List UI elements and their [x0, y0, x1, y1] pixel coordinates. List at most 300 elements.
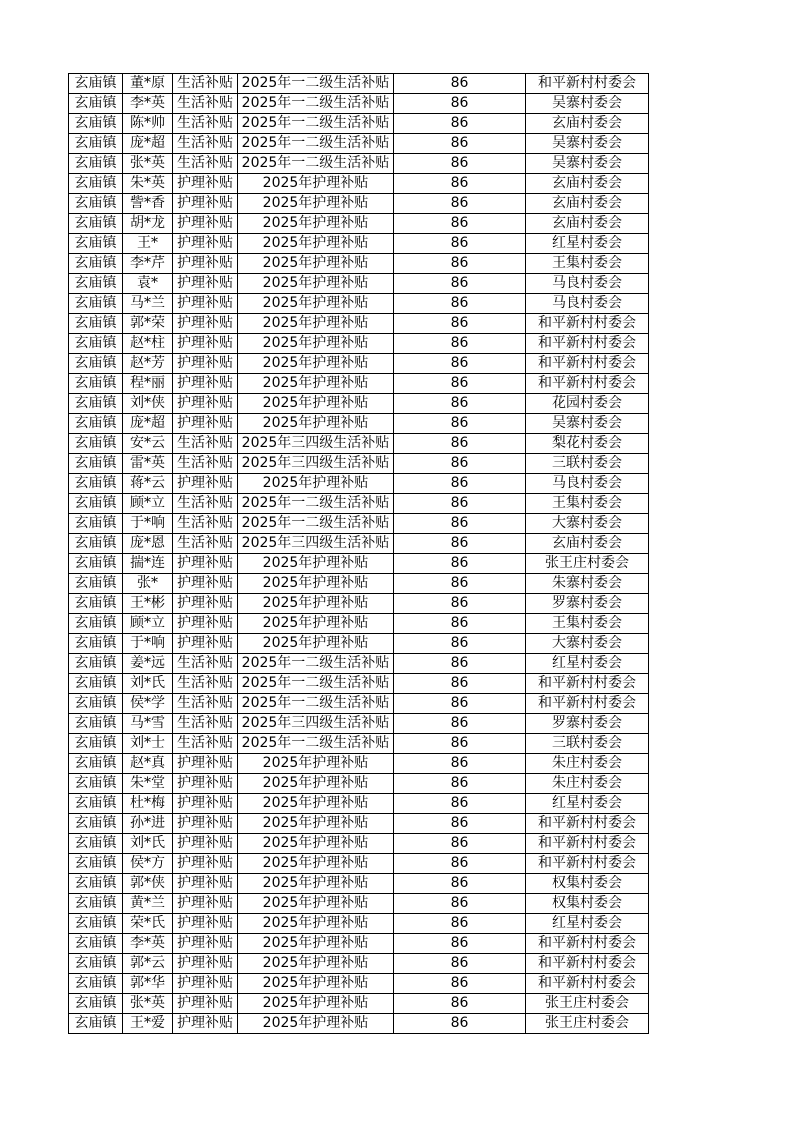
name-cell: 张*英: [123, 154, 173, 174]
subsidy-type-cell: 护理补贴: [173, 254, 238, 274]
table-row: [69, 314, 649, 334]
name-cell: 侯*方: [123, 854, 173, 874]
town-cell: 玄庙镇: [69, 814, 123, 834]
subsidy-item-cell: 2025年护理补贴: [238, 814, 394, 834]
amount-cell: 86: [394, 894, 526, 914]
subsidy-item-cell: 2025年一二级生活补贴: [238, 94, 394, 114]
amount-cell: 86: [394, 94, 526, 114]
name-cell: 于*响: [123, 514, 173, 534]
subsidy-item-cell: 2025年护理补贴: [238, 594, 394, 614]
village-cell: 朱寨村委会: [526, 574, 649, 594]
subsidy-item-cell: 2025年护理补贴: [238, 374, 394, 394]
town-cell: 玄庙镇: [69, 494, 123, 514]
table-row: [69, 574, 649, 594]
subsidy-type-cell: 护理补贴: [173, 334, 238, 354]
village-cell: 罗寨村委会: [526, 714, 649, 734]
town-cell: 玄庙镇: [69, 354, 123, 374]
subsidy-type-cell: 生活补贴: [173, 114, 238, 134]
amount-cell: 86: [394, 874, 526, 894]
subsidy-type-cell: 护理补贴: [173, 854, 238, 874]
table-row: [69, 654, 649, 674]
table-row: [69, 74, 649, 94]
table-row: [69, 614, 649, 634]
subsidy-type-cell: 护理补贴: [173, 894, 238, 914]
village-cell: 权集村委会: [526, 894, 649, 914]
subsidy-type-cell: 生活补贴: [173, 674, 238, 694]
village-cell: 吴寨村委会: [526, 154, 649, 174]
subsidy-item-cell: 2025年三四级生活补贴: [238, 434, 394, 454]
subsidy-item-cell: 2025年护理补贴: [238, 994, 394, 1014]
subsidy-type-cell: 生活补贴: [173, 734, 238, 754]
village-cell: 和平新村村委会: [526, 694, 649, 714]
town-cell: 玄庙镇: [69, 1014, 123, 1034]
amount-cell: 86: [394, 614, 526, 634]
amount-cell: 86: [394, 434, 526, 454]
town-cell: 玄庙镇: [69, 174, 123, 194]
subsidy-type-cell: 护理补贴: [173, 974, 238, 994]
name-cell: 程*丽: [123, 374, 173, 394]
table-row: [69, 394, 649, 414]
name-cell: 李*芹: [123, 254, 173, 274]
town-cell: 玄庙镇: [69, 374, 123, 394]
amount-cell: 86: [394, 454, 526, 474]
subsidy-item-cell: 2025年护理补贴: [238, 274, 394, 294]
subsidy-type-cell: 护理补贴: [173, 174, 238, 194]
village-cell: 和平新村村委会: [526, 814, 649, 834]
village-cell: 吴寨村委会: [526, 414, 649, 434]
village-cell: 马良村委会: [526, 274, 649, 294]
town-cell: 玄庙镇: [69, 414, 123, 434]
town-cell: 玄庙镇: [69, 674, 123, 694]
subsidy-item-cell: 2025年护理补贴: [238, 574, 394, 594]
name-cell: 顾*立: [123, 494, 173, 514]
town-cell: 玄庙镇: [69, 974, 123, 994]
subsidy-item-cell: 2025年一二级生活补贴: [238, 654, 394, 674]
table-row: [69, 194, 649, 214]
village-cell: 朱庄村委会: [526, 774, 649, 794]
village-cell: 梨花村委会: [526, 434, 649, 454]
subsidy-item-cell: 2025年护理补贴: [238, 234, 394, 254]
amount-cell: 86: [394, 534, 526, 554]
subsidy-type-cell: 护理补贴: [173, 914, 238, 934]
subsidy-type-cell: 护理补贴: [173, 234, 238, 254]
town-cell: 玄庙镇: [69, 134, 123, 154]
subsidy-item-cell: 2025年护理补贴: [238, 934, 394, 954]
village-cell: 张王庄村委会: [526, 994, 649, 1014]
table-row: [69, 634, 649, 654]
amount-cell: 86: [394, 254, 526, 274]
table-row: [69, 714, 649, 734]
village-cell: 和平新村村委会: [526, 354, 649, 374]
table-row: [69, 854, 649, 874]
subsidy-item-cell: 2025年护理补贴: [238, 254, 394, 274]
name-cell: 于*响: [123, 634, 173, 654]
table-row: [69, 234, 649, 254]
subsidy-item-cell: 2025年一二级生活补贴: [238, 114, 394, 134]
name-cell: 张*: [123, 574, 173, 594]
subsidy-table: [68, 73, 649, 1034]
town-cell: 玄庙镇: [69, 214, 123, 234]
subsidy-item-cell: 2025年护理补贴: [238, 954, 394, 974]
amount-cell: 86: [394, 294, 526, 314]
table-row: [69, 954, 649, 974]
subsidy-type-cell: 护理补贴: [173, 754, 238, 774]
table-row: [69, 934, 649, 954]
amount-cell: 86: [394, 514, 526, 534]
town-cell: 玄庙镇: [69, 854, 123, 874]
town-cell: 玄庙镇: [69, 994, 123, 1014]
table-row: [69, 894, 649, 914]
town-cell: 玄庙镇: [69, 474, 123, 494]
subsidy-item-cell: 2025年一二级生活补贴: [238, 134, 394, 154]
name-cell: 李*英: [123, 94, 173, 114]
village-cell: 马良村委会: [526, 474, 649, 494]
village-cell: 红星村委会: [526, 654, 649, 674]
subsidy-type-cell: 护理补贴: [173, 634, 238, 654]
village-cell: 和平新村村委会: [526, 334, 649, 354]
amount-cell: 86: [394, 774, 526, 794]
subsidy-item-cell: 2025年护理补贴: [238, 974, 394, 994]
amount-cell: 86: [394, 754, 526, 774]
village-cell: 玄庙村委会: [526, 194, 649, 214]
town-cell: 玄庙镇: [69, 754, 123, 774]
town-cell: 玄庙镇: [69, 94, 123, 114]
table-body: [69, 74, 649, 1034]
subsidy-item-cell: 2025年一二级生活补贴: [238, 694, 394, 714]
table-row: [69, 734, 649, 754]
amount-cell: 86: [394, 274, 526, 294]
amount-cell: 86: [394, 934, 526, 954]
subsidy-type-cell: 护理补贴: [173, 374, 238, 394]
table-row: [69, 874, 649, 894]
amount-cell: 86: [394, 594, 526, 614]
subsidy-type-cell: 生活补贴: [173, 654, 238, 674]
subsidy-item-cell: 2025年一二级生活补贴: [238, 74, 394, 94]
name-cell: 杜*梅: [123, 794, 173, 814]
subsidy-type-cell: 护理补贴: [173, 414, 238, 434]
village-cell: 张王庄村委会: [526, 554, 649, 574]
table-row: [69, 454, 649, 474]
amount-cell: 86: [394, 314, 526, 334]
subsidy-item-cell: 2025年护理补贴: [238, 294, 394, 314]
name-cell: 刘*士: [123, 734, 173, 754]
town-cell: 玄庙镇: [69, 594, 123, 614]
amount-cell: 86: [394, 994, 526, 1014]
amount-cell: 86: [394, 154, 526, 174]
amount-cell: 86: [394, 794, 526, 814]
town-cell: 玄庙镇: [69, 454, 123, 474]
table-row: [69, 494, 649, 514]
subsidy-type-cell: 护理补贴: [173, 354, 238, 374]
village-cell: 王集村委会: [526, 254, 649, 274]
subsidy-type-cell: 生活补贴: [173, 534, 238, 554]
amount-cell: 86: [394, 834, 526, 854]
village-cell: 罗寨村委会: [526, 594, 649, 614]
village-cell: 和平新村村委会: [526, 834, 649, 854]
table-row: [69, 414, 649, 434]
subsidy-item-cell: 2025年三四级生活补贴: [238, 534, 394, 554]
town-cell: 玄庙镇: [69, 274, 123, 294]
town-cell: 玄庙镇: [69, 714, 123, 734]
amount-cell: 86: [394, 414, 526, 434]
subsidy-item-cell: 2025年一二级生活补贴: [238, 494, 394, 514]
village-cell: 红星村委会: [526, 914, 649, 934]
subsidy-type-cell: 护理补贴: [173, 394, 238, 414]
name-cell: 赵*柱: [123, 334, 173, 354]
amount-cell: 86: [394, 74, 526, 94]
name-cell: 庞*超: [123, 134, 173, 154]
subsidy-item-cell: 2025年护理补贴: [238, 354, 394, 374]
subsidy-type-cell: 护理补贴: [173, 194, 238, 214]
name-cell: 刘*氏: [123, 834, 173, 854]
subsidy-item-cell: 2025年护理补贴: [238, 834, 394, 854]
amount-cell: 86: [394, 214, 526, 234]
amount-cell: 86: [394, 554, 526, 574]
name-cell: 刘*氏: [123, 674, 173, 694]
name-cell: 袁*: [123, 274, 173, 294]
amount-cell: 86: [394, 174, 526, 194]
town-cell: 玄庙镇: [69, 514, 123, 534]
subsidy-type-cell: 生活补贴: [173, 494, 238, 514]
table-row: [69, 174, 649, 194]
village-cell: 大寨村委会: [526, 634, 649, 654]
table-row: [69, 1014, 649, 1034]
amount-cell: 86: [394, 974, 526, 994]
village-cell: 红星村委会: [526, 234, 649, 254]
amount-cell: 86: [394, 234, 526, 254]
name-cell: 马*雪: [123, 714, 173, 734]
amount-cell: 86: [394, 1014, 526, 1034]
town-cell: 玄庙镇: [69, 934, 123, 954]
amount-cell: 86: [394, 674, 526, 694]
name-cell: 訾*香: [123, 194, 173, 214]
village-cell: 和平新村村委会: [526, 74, 649, 94]
name-cell: 郭*云: [123, 954, 173, 974]
name-cell: 雷*英: [123, 454, 173, 474]
table-row: [69, 294, 649, 314]
table-row: [69, 154, 649, 174]
subsidy-type-cell: 护理补贴: [173, 274, 238, 294]
name-cell: 赵*真: [123, 754, 173, 774]
table-row: [69, 794, 649, 814]
table-row: [69, 94, 649, 114]
subsidy-type-cell: 护理补贴: [173, 294, 238, 314]
village-cell: 玄庙村委会: [526, 214, 649, 234]
subsidy-item-cell: 2025年护理补贴: [238, 414, 394, 434]
subsidy-item-cell: 2025年护理补贴: [238, 214, 394, 234]
subsidy-type-cell: 护理补贴: [173, 1014, 238, 1034]
subsidy-type-cell: 生活补贴: [173, 714, 238, 734]
amount-cell: 86: [394, 654, 526, 674]
subsidy-item-cell: 2025年护理补贴: [238, 894, 394, 914]
amount-cell: 86: [394, 474, 526, 494]
subsidy-type-cell: 护理补贴: [173, 474, 238, 494]
name-cell: 朱*英: [123, 174, 173, 194]
subsidy-item-cell: 2025年护理补贴: [238, 774, 394, 794]
name-cell: 胡*龙: [123, 214, 173, 234]
subsidy-type-cell: 护理补贴: [173, 554, 238, 574]
town-cell: 玄庙镇: [69, 894, 123, 914]
subsidy-type-cell: 护理补贴: [173, 574, 238, 594]
name-cell: 李*英: [123, 934, 173, 954]
subsidy-type-cell: 护理补贴: [173, 214, 238, 234]
town-cell: 玄庙镇: [69, 874, 123, 894]
subsidy-item-cell: 2025年护理补贴: [238, 554, 394, 574]
name-cell: 庞*超: [123, 414, 173, 434]
subsidy-item-cell: 2025年护理补贴: [238, 1014, 394, 1034]
table-row: [69, 594, 649, 614]
town-cell: 玄庙镇: [69, 794, 123, 814]
table-row: [69, 974, 649, 994]
subsidy-item-cell: 2025年护理补贴: [238, 754, 394, 774]
town-cell: 玄庙镇: [69, 74, 123, 94]
table-row: [69, 214, 649, 234]
subsidy-item-cell: 2025年一二级生活补贴: [238, 734, 394, 754]
table-row: [69, 474, 649, 494]
name-cell: 张*英: [123, 994, 173, 1014]
table-row: [69, 814, 649, 834]
town-cell: 玄庙镇: [69, 694, 123, 714]
amount-cell: 86: [394, 914, 526, 934]
town-cell: 玄庙镇: [69, 554, 123, 574]
table-row: [69, 914, 649, 934]
table-row: [69, 534, 649, 554]
name-cell: 庞*恩: [123, 534, 173, 554]
table-row: [69, 434, 649, 454]
amount-cell: 86: [394, 334, 526, 354]
town-cell: 玄庙镇: [69, 534, 123, 554]
name-cell: 揣*连: [123, 554, 173, 574]
table-row: [69, 114, 649, 134]
amount-cell: 86: [394, 854, 526, 874]
town-cell: 玄庙镇: [69, 834, 123, 854]
village-cell: 马良村委会: [526, 294, 649, 314]
subsidy-item-cell: 2025年一二级生活补贴: [238, 674, 394, 694]
village-cell: 三联村委会: [526, 454, 649, 474]
table-row: [69, 254, 649, 274]
village-cell: 大寨村委会: [526, 514, 649, 534]
name-cell: 安*云: [123, 434, 173, 454]
name-cell: 陈*帅: [123, 114, 173, 134]
amount-cell: 86: [394, 574, 526, 594]
village-cell: 红星村委会: [526, 794, 649, 814]
name-cell: 马*兰: [123, 294, 173, 314]
table-row: [69, 274, 649, 294]
town-cell: 玄庙镇: [69, 734, 123, 754]
name-cell: 姜*远: [123, 654, 173, 674]
subsidy-item-cell: 2025年护理补贴: [238, 174, 394, 194]
village-cell: 和平新村村委会: [526, 854, 649, 874]
town-cell: 玄庙镇: [69, 294, 123, 314]
table-row: [69, 674, 649, 694]
subsidy-item-cell: 2025年护理补贴: [238, 314, 394, 334]
village-cell: 权集村委会: [526, 874, 649, 894]
name-cell: 王*彬: [123, 594, 173, 614]
subsidy-item-cell: 2025年护理补贴: [238, 194, 394, 214]
subsidy-item-cell: 2025年护理补贴: [238, 854, 394, 874]
subsidy-item-cell: 2025年三四级生活补贴: [238, 714, 394, 734]
subsidy-item-cell: 2025年护理补贴: [238, 474, 394, 494]
village-cell: 和平新村村委会: [526, 314, 649, 334]
town-cell: 玄庙镇: [69, 194, 123, 214]
name-cell: 蒋*云: [123, 474, 173, 494]
subsidy-type-cell: 生活补贴: [173, 514, 238, 534]
village-cell: 吴寨村委会: [526, 134, 649, 154]
name-cell: 孙*进: [123, 814, 173, 834]
amount-cell: 86: [394, 734, 526, 754]
table-row: [69, 514, 649, 534]
subsidy-item-cell: 2025年一二级生活补贴: [238, 154, 394, 174]
village-cell: 玄庙村委会: [526, 534, 649, 554]
town-cell: 玄庙镇: [69, 614, 123, 634]
village-cell: 和平新村村委会: [526, 374, 649, 394]
table-row: [69, 554, 649, 574]
town-cell: 玄庙镇: [69, 774, 123, 794]
subsidy-type-cell: 生活补贴: [173, 694, 238, 714]
subsidy-type-cell: 生活补贴: [173, 154, 238, 174]
amount-cell: 86: [394, 814, 526, 834]
village-cell: 张王庄村委会: [526, 1014, 649, 1034]
amount-cell: 86: [394, 494, 526, 514]
table-row: [69, 354, 649, 374]
name-cell: 朱*堂: [123, 774, 173, 794]
town-cell: 玄庙镇: [69, 634, 123, 654]
amount-cell: 86: [394, 634, 526, 654]
town-cell: 玄庙镇: [69, 654, 123, 674]
subsidy-item-cell: 2025年三四级生活补贴: [238, 454, 394, 474]
village-cell: 和平新村村委会: [526, 974, 649, 994]
amount-cell: 86: [394, 714, 526, 734]
subsidy-item-cell: 2025年护理补贴: [238, 634, 394, 654]
subsidy-type-cell: 生活补贴: [173, 434, 238, 454]
subsidy-type-cell: 护理补贴: [173, 954, 238, 974]
subsidy-item-cell: 2025年护理补贴: [238, 914, 394, 934]
subsidy-item-cell: 2025年护理补贴: [238, 334, 394, 354]
subsidy-item-cell: 2025年一二级生活补贴: [238, 514, 394, 534]
name-cell: 侯*学: [123, 694, 173, 714]
name-cell: 赵*芳: [123, 354, 173, 374]
town-cell: 玄庙镇: [69, 314, 123, 334]
subsidy-type-cell: 护理补贴: [173, 834, 238, 854]
table-row: [69, 134, 649, 154]
name-cell: 刘*侠: [123, 394, 173, 414]
town-cell: 玄庙镇: [69, 434, 123, 454]
table-row: [69, 994, 649, 1014]
name-cell: 荣*氏: [123, 914, 173, 934]
subsidy-type-cell: 护理补贴: [173, 814, 238, 834]
subsidy-item-cell: 2025年护理补贴: [238, 614, 394, 634]
subsidy-type-cell: 生活补贴: [173, 74, 238, 94]
table-row: [69, 754, 649, 774]
table-row: [69, 774, 649, 794]
amount-cell: 86: [394, 114, 526, 134]
subsidy-type-cell: 护理补贴: [173, 314, 238, 334]
village-cell: 和平新村村委会: [526, 934, 649, 954]
village-cell: 王集村委会: [526, 614, 649, 634]
village-cell: 三联村委会: [526, 734, 649, 754]
name-cell: 顾*立: [123, 614, 173, 634]
subsidy-item-cell: 2025年护理补贴: [238, 394, 394, 414]
table-row: [69, 334, 649, 354]
subsidy-type-cell: 护理补贴: [173, 934, 238, 954]
name-cell: 郭*荣: [123, 314, 173, 334]
town-cell: 玄庙镇: [69, 914, 123, 934]
subsidy-type-cell: 护理补贴: [173, 994, 238, 1014]
town-cell: 玄庙镇: [69, 234, 123, 254]
name-cell: 王*: [123, 234, 173, 254]
village-cell: 和平新村村委会: [526, 674, 649, 694]
name-cell: 郭*华: [123, 974, 173, 994]
